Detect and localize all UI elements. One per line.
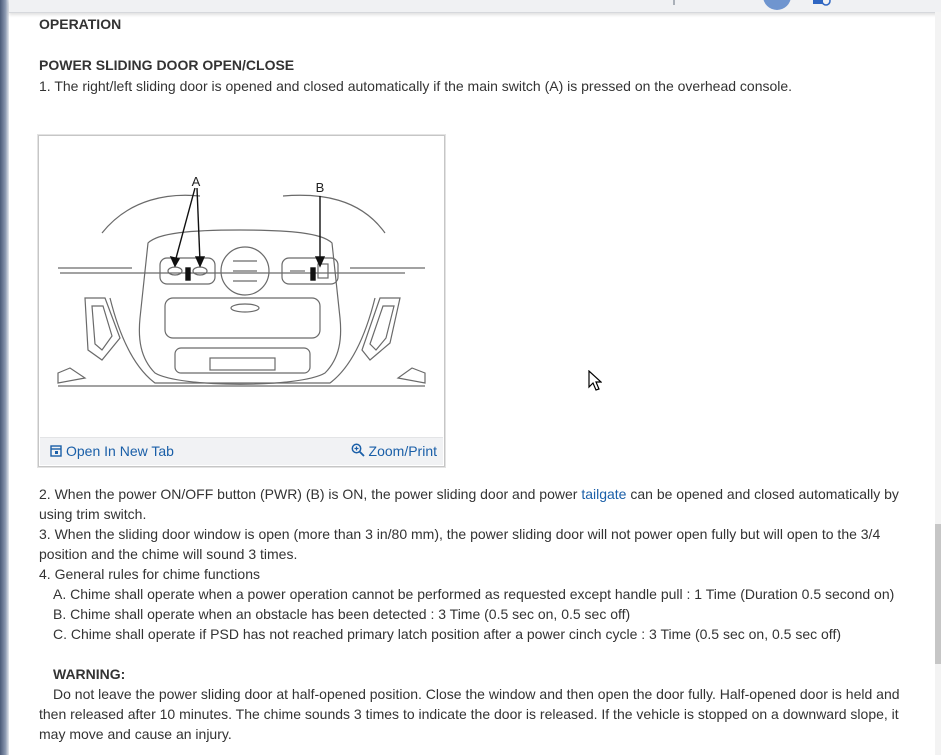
- open-new-tab-icon: [50, 445, 62, 457]
- step-1-text: 1. The right/left sliding door is opened and closed automatically if the main switch (A) is pressed on the overhead console.: [39, 78, 793, 94]
- step-3-text: 3. When the sliding door window is open (more than 3 in/80 mm), the power sliding door will not power open fully but will open to the 3/4 position and the chime will sound 3 times.: [39, 526, 881, 562]
- warning-title: WARNING:: [53, 666, 126, 682]
- zoom-icon: [351, 443, 365, 457]
- zoom-print-label: Zoom/Print: [368, 443, 437, 459]
- window-left-edge: [0, 0, 9, 755]
- tailgate-link[interactable]: tailgate: [581, 486, 627, 502]
- top-toolbar: [9, 0, 941, 13]
- overhead-console-diagram: [40, 138, 443, 433]
- notification-icon[interactable]: [812, 0, 834, 6]
- step-2-text-before: 2. When the power ON/OFF button (PWR) (B) is ON, the power sliding door and power: [39, 486, 582, 502]
- open-in-new-tab-link[interactable]: [50, 443, 174, 459]
- figure-toolbar: [40, 437, 443, 465]
- chime-rule-c: C. Chime shall operate if PSD has not reached primary latch position after a power cinch cycle : 3 Time (0.5 sec on, 0.5 sec off): [53, 626, 841, 642]
- step-2-text-after: can be opened and closed automatically by using trim switch.: [39, 486, 899, 522]
- subsection-title: POWER SLIDING DOOR OPEN/CLOSE: [39, 57, 295, 73]
- vertical-scrollbar[interactable]: [935, 12, 941, 755]
- warning-text: Do not leave the power sliding door at half-opened position. Close the window and then open the door fully. Half-opened door is held and then released after 10 minutes. The chime sounds 3 times to indicate the door is released. If the vehicle is stopped on a downward slope, it may move and cause an injury.: [39, 686, 900, 742]
- chime-rule-b: B. Chime shall operate when an obstacle has been detected : 3 Time (0.5 sec on, 0.5 sec off): [53, 606, 631, 622]
- section-title: OPERATION: [39, 16, 122, 32]
- console-diagram-figure: [38, 135, 445, 467]
- mouse-cursor-icon: [588, 370, 602, 392]
- zoom-print-link[interactable]: [351, 443, 437, 459]
- toolbar-separator: [673, 0, 675, 5]
- callout-label-b: B: [315, 180, 325, 195]
- callout-label-a: A: [191, 174, 201, 189]
- step-4-text: 4. General rules for chime functions: [39, 566, 260, 582]
- user-avatar[interactable]: [763, 0, 791, 10]
- open-in-new-tab-label: Open In New Tab: [66, 443, 174, 459]
- scrollbar-thumb[interactable]: [935, 524, 941, 664]
- chime-rule-a: A. Chime shall operate when a power operation cannot be performed as requested except handle pull : 1 Time (Duration 0.5 second on): [53, 586, 895, 602]
- step-2-text: [39, 484, 914, 524]
